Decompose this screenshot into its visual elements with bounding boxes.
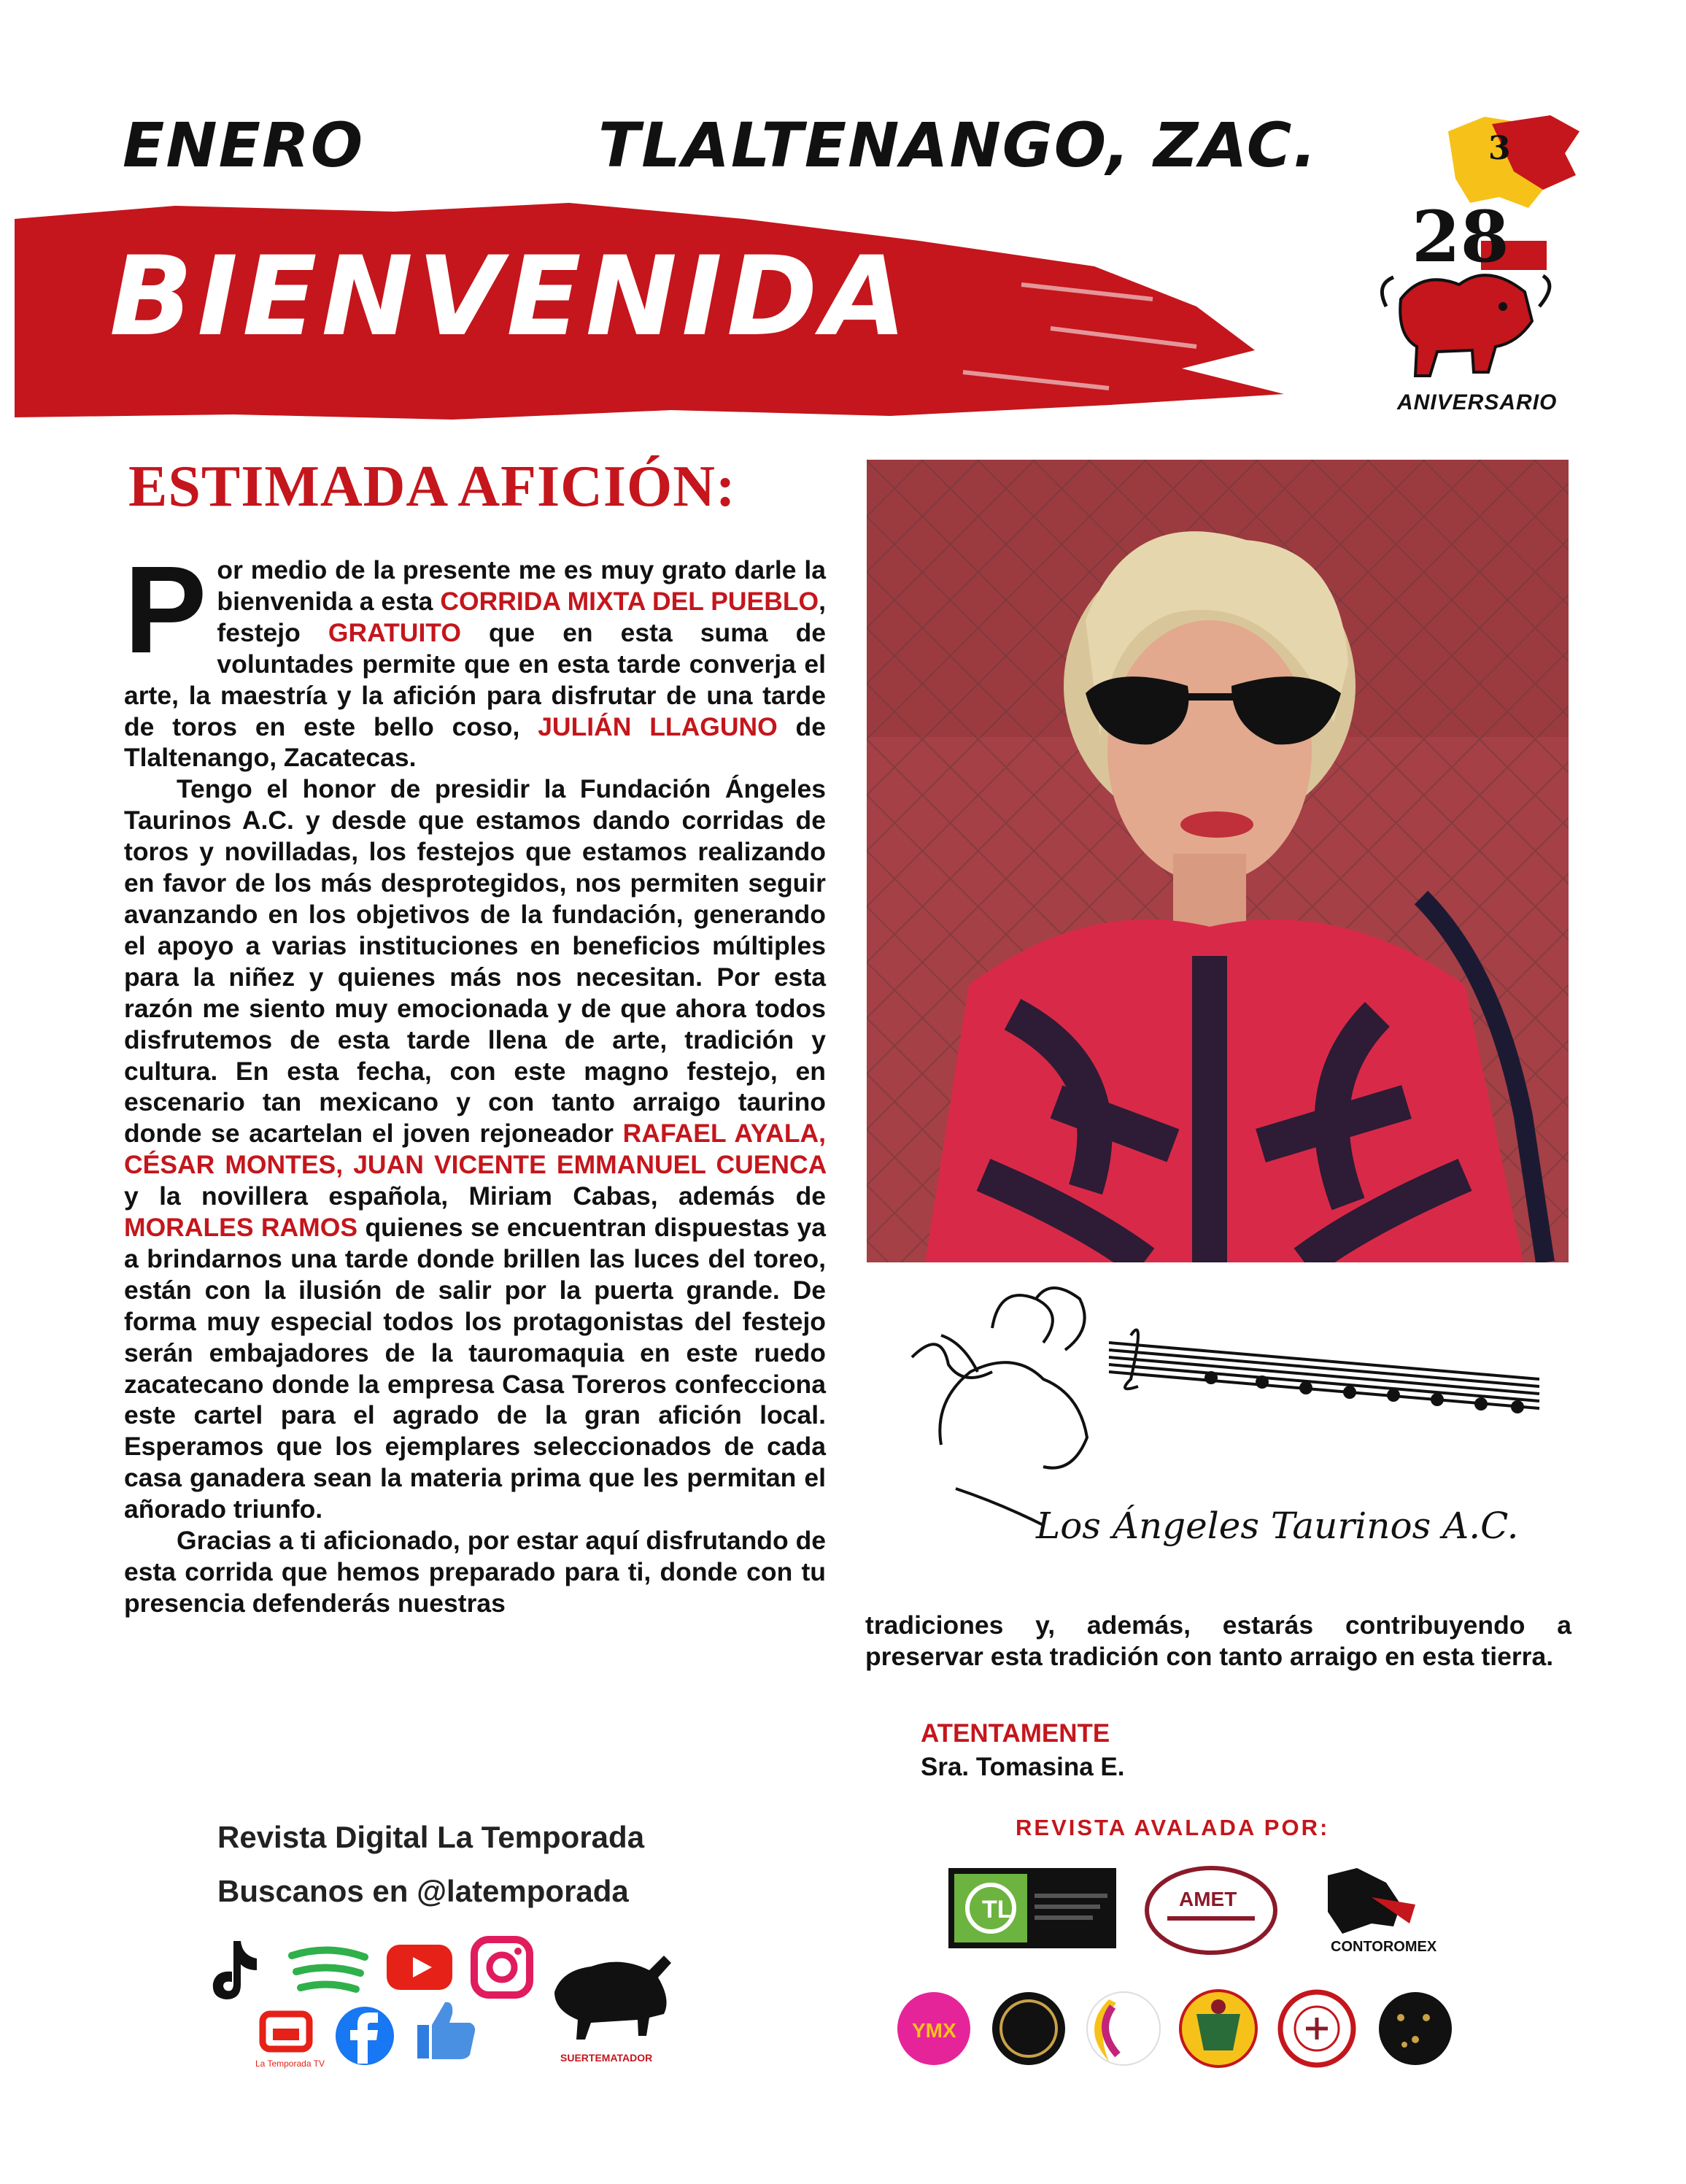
facebook-icon[interactable] — [336, 2007, 394, 2065]
seal-4-logo — [1180, 1991, 1256, 2067]
seal-2-logo — [992, 1992, 1065, 2065]
body-text: de Tlaltenango, Zacatecas. — [124, 711, 826, 773]
highlight-text: MORALES RAMOS — [124, 1213, 358, 1243]
highlight-text: JULIÁN LLAGUNO — [538, 711, 778, 741]
paragraph-2 — [124, 773, 826, 1525]
svg-text:TL: TL — [982, 1896, 1013, 1923]
signature: Sra. Tomasina E. — [921, 1753, 1125, 1781]
contoromex-logo — [1328, 1868, 1437, 1955]
tv-icon[interactable] — [255, 2014, 325, 2069]
body-text: y la novillera española, Miriam Cabas, además de — [124, 1181, 826, 1211]
social-icons — [212, 1926, 693, 2072]
article-left-column — [124, 541, 827, 1619]
ymx-logo — [897, 1992, 970, 2065]
anctl-logo — [948, 1868, 1116, 1948]
body-text: Tengo el honor de presidir la Fundación Ángeles Taurinos A.C. y desde que estamos dando corridas de toros y novilladas, los festejos que estamos realizando en favor de los más desprotegidos, nos permiten seguir avanzando en los objetivos de la fundación, generando el apoyo a varias instituciones en beneficios múltiples para la niñez y quienes más nos necesitan. Por esta razón me siento muy emocionada y de que ahora todos disfrutemos de esta tarde llena de arte, tradición y cultura. En esta fecha, con este magno festejo, en escenario tan mexicano y con tanto arraigo taurino donde se acartelan el joven rejoneador — [124, 774, 826, 1149]
closing-line: ATENTAMENTE — [921, 1719, 1110, 1748]
amet-label: AMET — [1179, 1888, 1237, 1910]
youtube-icon[interactable] — [387, 1945, 452, 1990]
paragraph-4: tradiciones y, además, estarás contribuyendo a preservar esta tradición con tanto arraigo en esta tierra. — [865, 1610, 1571, 1671]
anniversary-number: 28 — [1412, 196, 1509, 278]
body-text: que en esta suma de voluntades permite que en esta tarde converja el arte, la maestría y la afición para disfrutar de una tarde de toros en este bello coso, — [124, 617, 826, 741]
body-text: , festejo — [217, 586, 827, 647]
highlight-text: GRATUITO — [328, 617, 461, 647]
paragraph-3: Gracias a ti aficionado, por estar aquí disfrutando de esta corrida que hemos preparado para ti, donde con tu presencia defenderás nuestras — [124, 1526, 826, 1618]
seal-5-logo — [1280, 1992, 1353, 2065]
magazine-handle: Buscanos en @latemporada — [217, 1874, 629, 1908]
seal-6-logo — [1379, 1992, 1452, 2065]
foundation-logo-text: Los Ángeles Taurinos A.C. — [1036, 1505, 1519, 1547]
bull-logo-label: SUERTEMATADOR — [560, 2052, 653, 2064]
like-icon[interactable] — [417, 2002, 475, 2059]
portrait-photo — [867, 460, 1569, 1262]
seal-3-logo — [1087, 1992, 1160, 2065]
city-label: TLALTENANGO, ZAC. — [598, 109, 1318, 181]
amet-logo — [1147, 1868, 1275, 1953]
anniversary-label: ANIVERSARIO — [1397, 390, 1558, 414]
dropcap-letter: P — [124, 541, 207, 679]
bull-logo[interactable] — [554, 1956, 671, 2064]
month-label: ENERO — [123, 109, 365, 181]
paragraph-1 — [124, 541, 827, 773]
banner-title: BIENVENIDA — [109, 234, 911, 360]
body-text: quienes se encuentran dispuestas ya a brindarnos una tarde donde brillen las luces del toreo, están con la ilusión de salir por la puerta grande. De forma muy especial todos los protagonistas del festejo serán embajadores de la tauromaquia en este ruedo zacatecano donde la empresa Casa Toreros confecciona este cartel para el agrado de la gran afición local. Esperamos que los ejemplares seleccionados de cada casa ganadera sean la materia prima que les permitan el añorado triunfo. — [124, 1213, 826, 1524]
instagram-icon[interactable] — [474, 1940, 530, 1995]
endorsement-logos — [890, 1853, 1561, 2094]
highlight-text: CORRIDA MIXTA DEL PUEBLO — [440, 586, 819, 616]
spotify-icon[interactable] — [292, 1950, 365, 1989]
endorsements-title: REVISTA AVALADA POR: — [1016, 1815, 1330, 1840]
paragraph-1-body — [124, 541, 827, 773]
article-heading: ESTIMADA AFICIÓN: — [128, 455, 736, 519]
contoromex-label: CONTOROMEX — [1331, 1939, 1437, 1955]
highlight-text: RAFAEL AYALA, CÉSAR MONTES, JUAN VICENTE EMMANUEL CUENCA — [124, 1119, 826, 1180]
ymx-label: YMX — [912, 2019, 956, 2042]
body-text: or medio de la presente me es muy grato darle la bienvenida a esta — [217, 555, 826, 616]
article-right-column — [865, 1610, 1571, 1672]
page-number: 3 — [1488, 130, 1511, 167]
magazine-name: Revista Digital La Temporada — [217, 1820, 645, 1854]
tv-label: La Temporada TV — [255, 2058, 325, 2069]
tiktok-icon[interactable] — [213, 1941, 257, 1999]
